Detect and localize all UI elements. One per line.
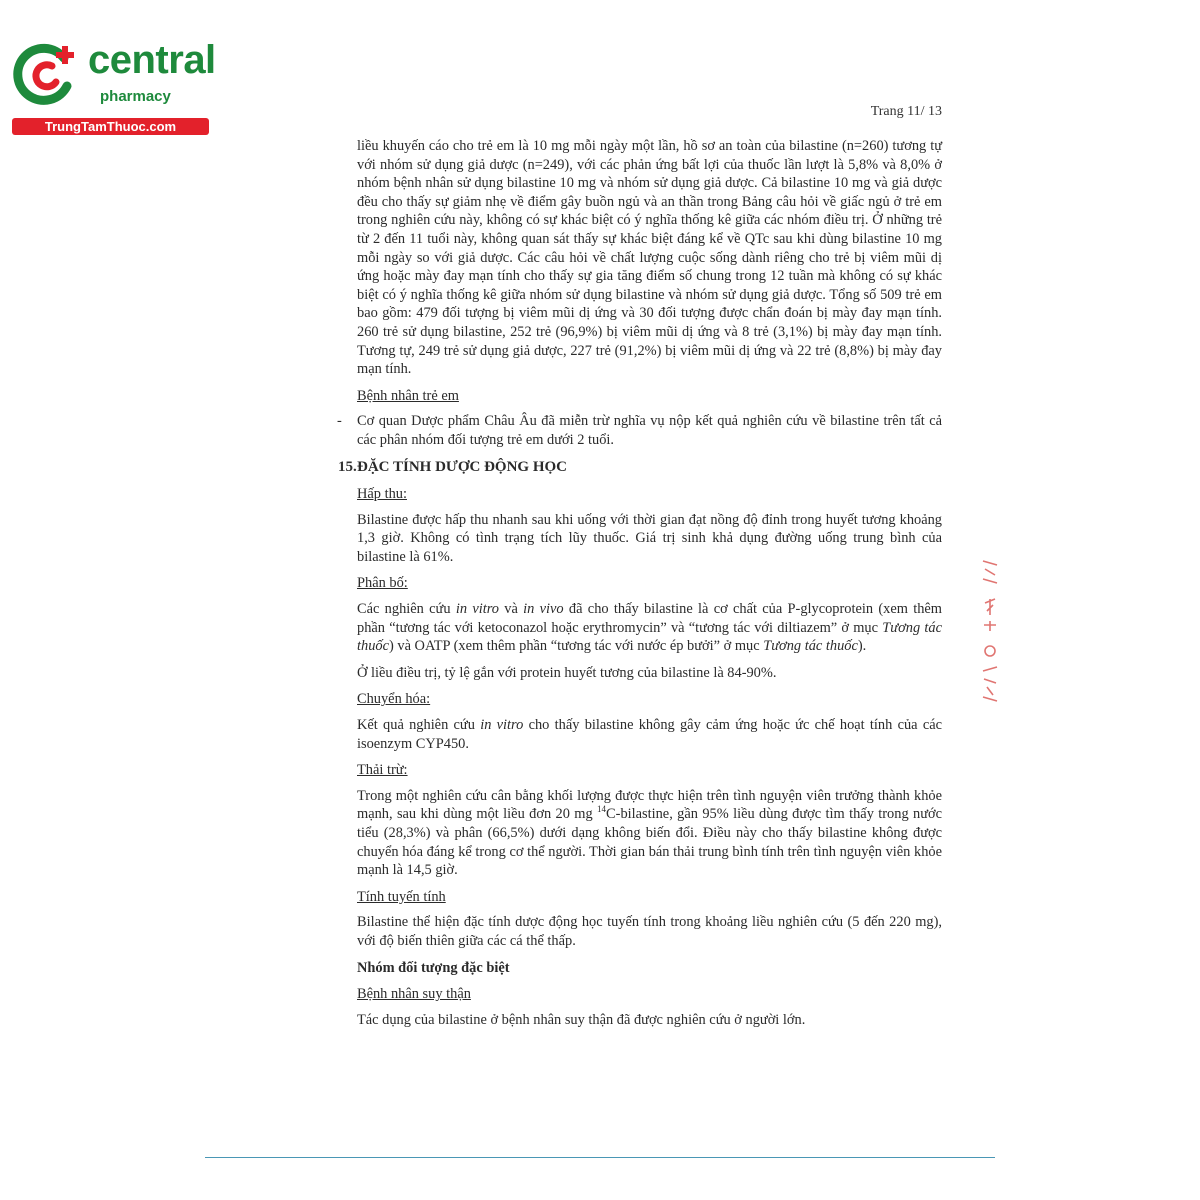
elimination-text-1: Trong một nghiên cứu cân bằng khối lượng được thực hiện trên tình nguyện viên trưởng thành khỏe mạnh, sau khi dùng một liều đơn 20 mg bbox=[357, 787, 942, 823]
section-title: ĐẶC TÍNH DƯỢC ĐỘNG HỌC bbox=[357, 458, 568, 475]
metabolism-paragraph bbox=[357, 716, 942, 753]
distribution-text-2: đã cho thấy bilastine là cơ chất của P-glycoprotein (xem thêm phần “tương tác với ketoconazol hoặc erythromycin” và “tương tác với diltiazem” ở mục bbox=[357, 601, 943, 636]
metabolism-subheading: Chuyển hóa: bbox=[357, 691, 431, 708]
logo-brand-subtitle: pharmacy bbox=[100, 88, 171, 105]
in-vitro-term: in vitro bbox=[480, 717, 524, 734]
ema-waiver-text: Cơ quan Dược phẩm Châu Âu đã miễn trừ nghĩa vụ nộp kết quả nghiên cứu về bilastine trên tất cả các phân nhóm đối tượng trẻ em dưới 2 tuổi. bbox=[357, 413, 942, 448]
central-pharmacy-logo[interactable] bbox=[12, 38, 217, 136]
page-number: Trang 11/ 13 bbox=[870, 104, 942, 119]
logo-website-url[interactable]: TrungTamThuoc.com bbox=[12, 118, 209, 135]
in-vitro-term: in vitro bbox=[455, 601, 499, 618]
pediatric-safety-paragraph: liều khuyến cáo cho trẻ em là 10 mg mỗi ngày một lần, hồ sơ an toàn của bilastine (n=260) tương tự với nhóm sử dụng giả dược (n=249), với các phản ứng bất lợi của thuốc lần lượt là 5,8% và 8,0% ở nhóm bệnh nhân sử dụng bilastine 10 mg và nhóm sử dụng giả dược. Cả bilastine 10 mg và giả dược đều cho thấy sự giảm nhẹ về điểm gây buồn ngủ và an thần trong Bảng câu hỏi về giấc ngủ ở trẻ em trong nghiên cứu này, không có sự khác biệt có ý nghĩa thống kê giữa các nhóm điều trị. Ở những trẻ từ 2 đến 11 tuổi này, không quan sát thấy sự khác biệt đáng kể về QTc sau khi dùng bilastine 10 mg mỗi ngày so với giả dược. Các câu hỏi về chất lượng cuộc sống dành riêng cho trẻ bị viêm mũi dị ứng hoặc mày đay mạn tính cho thấy sự gia tăng điểm số chung trong 12 tuần mà không có sự khác biệt có ý nghĩa thống kê giữa nhóm sử dụng bilastine và nhóm sử dụng giả dược. Tổng số 509 trẻ em bao gồm: 479 đối tượng bị viêm mũi dị ứng và 30 đối tượng được chẩn đoán bị mày đay mạn tính. 260 trẻ sử dụng bilastine, 252 trẻ (96,9%) bị viêm mũi dị ứng và 8 trẻ (3,1%) bị mày đay mạn tính. Tương tự, 249 trẻ sử dụng giả dược, 227 trẻ (91,2%) bị viêm mũi dị ứng và 22 trẻ (8,8%) bị mày đay mạn tính. bbox=[357, 138, 942, 378]
elimination-text-2: C-bilastine, gần 95% liều dùng được tìm thấy trong nước tiểu (28,3%) và phân (66,5%) dưới dạng không biến đổi. Điều này cho thấy bilastine không được chuyển hóa đáng kể trong cơ thể người. Thời gian bán thải trung bình tính trên tình nguyện viên khỏe mạnh là 14,5 giờ. bbox=[357, 806, 943, 879]
pediatric-subheading: Bệnh nhân trẻ em bbox=[357, 387, 459, 404]
drug-interaction-ref-1: Tương tác thuốc bbox=[357, 619, 942, 655]
absorption-paragraph: Bilastine được hấp thu nhanh sau khi uống với thời gian đạt nồng độ đỉnh trong huyết tương khoảng 1,3 giờ. Không có tình trạng tích lũy thuốc. Giá trị sinh khả dụng đường uống trung bình của bilastine là 61%. bbox=[357, 511, 942, 565]
document-body bbox=[337, 137, 943, 1037]
special-groups-heading: Nhóm đối tượng đặc biệt bbox=[357, 959, 510, 976]
red-stamp-mark-icon bbox=[975, 555, 1005, 705]
ema-waiver-bullet bbox=[337, 412, 942, 449]
isotope-superscript: 14 bbox=[597, 804, 607, 815]
linearity-subheading: Tính tuyến tính bbox=[357, 888, 446, 905]
distribution-text-4: ). bbox=[857, 638, 867, 655]
metabolism-text-1: Kết quả nghiên cứu bbox=[357, 717, 481, 734]
protein-binding-paragraph: Ở liều điều trị, tỷ lệ gắn với protein huyết tương của bilastine là 84-90%. bbox=[357, 664, 777, 681]
distribution-subheading: Phân bố: bbox=[357, 575, 408, 592]
elimination-subheading: Thải trừ: bbox=[357, 762, 408, 779]
renal-paragraph: Tác dụng của bilastine ở bệnh nhân suy thận đã được nghiên cứu ở người lớn. bbox=[357, 1011, 806, 1028]
elimination-paragraph bbox=[357, 787, 942, 880]
distribution-and: và bbox=[498, 601, 524, 618]
drug-interaction-ref-2: Tương tác thuốc bbox=[763, 638, 858, 655]
pharmacy-cross-logo-icon bbox=[12, 40, 78, 106]
bullet-dash: - bbox=[337, 413, 342, 430]
section-heading bbox=[338, 458, 942, 477]
section-number: 15. bbox=[338, 458, 357, 475]
distribution-text-1: Các nghiên cứu bbox=[357, 601, 456, 618]
distribution-text-3: ) và OATP (xem thêm phần “tương tác với nước ép bưởi” ở mục bbox=[388, 638, 764, 655]
linearity-paragraph: Bilastine thể hiện đặc tính dược động học tuyến tính trong khoảng liều nghiên cứu (5 đến 220 mg), với độ biến thiên giữa các cá thể thấp. bbox=[357, 914, 942, 949]
metabolism-text-2: cho thấy bilastine không gây cảm ứng hoặc ức chế hoạt tính của các isoenzym CYP450. bbox=[357, 717, 943, 752]
in-vivo-term: in vivo bbox=[523, 601, 564, 618]
logo-brand-name: central bbox=[88, 38, 216, 82]
distribution-paragraph bbox=[357, 600, 942, 656]
footer-divider bbox=[205, 1157, 995, 1158]
renal-subheading: Bệnh nhân suy thận bbox=[357, 986, 471, 1003]
absorption-subheading: Hấp thu: bbox=[357, 486, 407, 503]
